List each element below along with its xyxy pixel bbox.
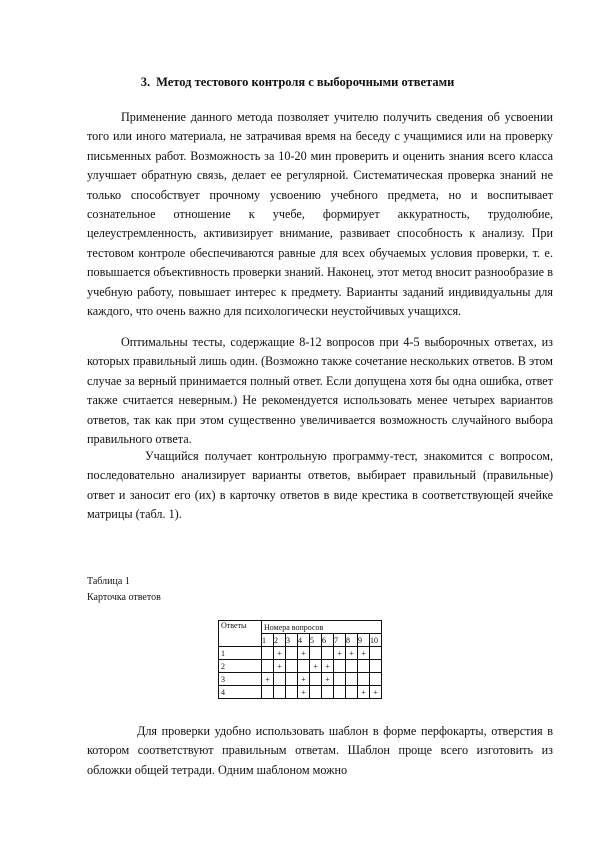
section-heading (0, 75, 595, 90)
question-number-cell: 3 (286, 634, 298, 647)
question-number-cell: 6 (322, 634, 334, 647)
answer-cell (298, 660, 310, 673)
answer-cell (346, 673, 358, 686)
answer-cell: + (322, 660, 334, 673)
paragraph-student-procedure (87, 447, 553, 525)
section-title: Метод тестового контроля с выборочными ответами (156, 75, 455, 89)
answer-cell: + (358, 647, 370, 660)
answer-cell (358, 673, 370, 686)
answer-cell (286, 686, 298, 699)
answer-cell (346, 686, 358, 699)
question-number-cell: 9 (358, 634, 370, 647)
table-title: Карточка ответов (87, 592, 161, 603)
paragraph-template-check (87, 722, 553, 780)
answer-cell (370, 673, 382, 686)
answer-cell (310, 647, 322, 660)
answer-cell: + (298, 647, 310, 660)
answer-row-label: 4 (219, 686, 262, 699)
answer-cell: + (274, 647, 286, 660)
paragraph-text: Оптимальны тесты, содержащие 8-12 вопросов при 4-5 выборочных ответах, из которых правильный лишь один. (Возможно также сочетание нескольких ответов. В этом случае за верный принимается полный ответ. Если допущена хотя бы одна ошибка, ответ также считается неверным.) Не рекомендуется использовать менее четырех вариантов ответов, так как при этом существенно увеличивается возможность случайного выбора правильного ответа. (87, 335, 553, 447)
answer-cell (274, 673, 286, 686)
paragraph-text: Для проверки удобно использовать шаблон в форме перфокарты, отверстия в котором соответствуют правильным ответам. Шаблон проще всего изготовить из обложки общей тетради. Одним шаблоном можно (87, 724, 553, 777)
answer-cell (286, 660, 298, 673)
answer-cell (322, 647, 334, 660)
question-number-cell: 8 (346, 634, 358, 647)
answer-cell (334, 660, 346, 673)
answer-cell (358, 660, 370, 673)
answer-cell: + (334, 647, 346, 660)
answer-cell (286, 673, 298, 686)
answer-cell (262, 647, 274, 660)
answer-cell (334, 673, 346, 686)
answer-row (219, 660, 382, 673)
paragraph-method-description (87, 108, 553, 321)
answer-row-label: 2 (219, 660, 262, 673)
paragraph-text: Применение данного метода позволяет учителю получить сведения об усвоении того или иного материала, не затрачивая время на беседу с учащимися или на проверку письменных работ. Возможность за 10-20 мин проверить и оценить знания всего класса улучшает обратную связь, делает ее регулярной. Систематическая проверка знаний не только способствует прочному усвоению учебного предмета, но и воспитывает сознательное отношение к учебе, формирует аккуратность, трудолюбие, целеустремленность, активизирует внимание, развивает способность к анализу. При тестовом контроле обеспечиваются равные для всех обучаемых условия проверки, т. е. повышается объективность проверки знаний. Наконец, этот метод вносит разнообразие в учебную работу, повышает интерес к предмету. Варианты заданий индивидуальны для каждого, что очень важно для психологически неустойчивых учащихся. (87, 110, 553, 319)
answer-cell (334, 686, 346, 699)
answer-cell: + (370, 686, 382, 699)
answer-cell (370, 647, 382, 660)
group-header: Номера вопросов (262, 621, 382, 634)
corner-header: Ответы (219, 621, 262, 647)
answer-cell: + (298, 673, 310, 686)
question-number-cell: 5 (310, 634, 322, 647)
answer-cell: + (358, 686, 370, 699)
answer-cell: + (346, 647, 358, 660)
answer-cell: + (274, 660, 286, 673)
answer-cell: + (322, 673, 334, 686)
answer-row (219, 686, 382, 699)
question-number-cell: 7 (334, 634, 346, 647)
answer-cell (262, 660, 274, 673)
answer-card-table (218, 620, 382, 699)
answer-cell: + (298, 686, 310, 699)
question-number-cell: 1 (262, 634, 274, 647)
answer-cell: + (262, 673, 274, 686)
answer-cell (310, 686, 322, 699)
answer-row-label: 1 (219, 647, 262, 660)
question-number-cell: 10 (370, 634, 382, 647)
table-label: Таблица 1 (87, 576, 130, 587)
question-number-cell: 2 (274, 634, 286, 647)
answer-cell (346, 660, 358, 673)
answer-cell (262, 686, 274, 699)
answer-row (219, 647, 382, 660)
table-header-row (219, 621, 382, 634)
answer-cell (370, 660, 382, 673)
question-number-cell: 4 (298, 634, 310, 647)
section-number: 3. (140, 75, 151, 89)
answer-cell (322, 686, 334, 699)
answer-row-label: 3 (219, 673, 262, 686)
paragraph-text: Учащийся получает контрольную программу-тест, знакомится с вопросом, последовательно анализирует варианты ответов, выбирает правильный (правильные) ответ и заносит его (их) в карточку ответов в виде крестика в соответствующей ячейке матрицы (табл. 1). (87, 449, 553, 522)
answer-cell (274, 686, 286, 699)
answer-cell (286, 647, 298, 660)
paragraph-optimal-tests (87, 333, 553, 449)
answer-cell (310, 673, 322, 686)
answer-row (219, 673, 382, 686)
answer-cell: + (310, 660, 322, 673)
